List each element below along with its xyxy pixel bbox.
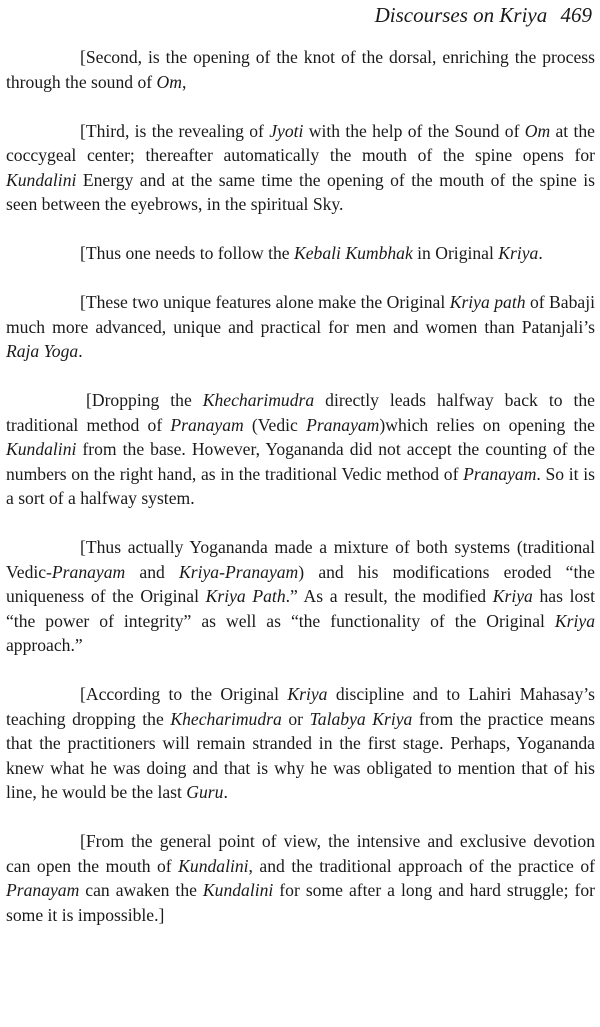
italic-run: Kriya [287,684,328,704]
italic-run: Kebali Kumbhak [294,243,413,263]
text-run: for some after a long and hard struggle; for some it is impossible.] [6,880,595,925]
paragraph [6,388,595,511]
text-run: . [223,782,228,802]
paragraph [6,682,595,805]
text-run: [Third, is the revealing of [80,120,270,141]
italic-run: Kriya [492,586,533,606]
text-run: [Dropping the [86,390,203,410]
page-number: 469 [560,3,592,27]
text-run: [These two unique features alone make the Original [80,292,450,312]
italic-run: Talabya Kriya [309,708,413,729]
paragraph [6,45,595,94]
text-run: from the base. However, Yogananda did not accept the counting of the numbers on the right hand, as in the traditional Vedic method of [6,439,595,484]
text-run: in Original [412,243,499,263]
text-run: or [281,708,310,729]
text-run: [According to the Original [80,684,288,704]
italic-run: Pranayam [6,880,80,900]
italic-run: Kundalini [6,169,77,190]
text-run: with the help of the Sound of [303,120,525,141]
italic-run: Raja Yoga [6,341,79,361]
text-run: discipline and to Lahiri Mahasay’s teaching dropping the [6,684,595,729]
text-run: [Second, is the opening of the knot of the dorsal, enriching the process through the sound of [6,47,595,92]
text-run: at the coccygeal center; thereafter automatically the mouth of the spine opens for [6,120,595,165]
text-run: , [181,71,187,92]
running-header [375,2,592,28]
text-run: of Babaji much more advanced, unique and practical for men and women than Patanjali’s [6,292,595,337]
italic-run: Khecharimudra [170,708,282,729]
italic-run: Jyoti [269,120,304,141]
paragraph [6,119,595,217]
italic-run: Kriya [498,243,539,263]
italic-run: Kundalini [6,439,77,459]
text-run: [Thus one needs to follow the [80,243,295,263]
italic-run: Kriya Path [205,586,286,606]
italic-run: Kundalini [202,880,274,900]
text-run: Energy and at the same time the opening of the mouth of the spine is seen between the eyebrows, in the spiritual Sky. [6,169,595,214]
text-run: approach.” [6,635,83,655]
text-run: and [125,561,180,582]
text-run: ) and his modifications eroded “the uniqueness of the Original [6,561,595,606]
paragraph [6,535,595,658]
text-run: directly leads halfway back to the traditional method of [6,390,595,435]
italic-run: Kriya-Pranayam [179,561,299,582]
page-body [6,45,595,927]
italic-run: Guru [186,782,224,802]
italic-run: Om [524,120,551,141]
book-title: Discourses on Kriya [374,3,548,27]
text-run: . [78,341,83,361]
italic-run: Pranayam [170,414,244,435]
text-run: [From the general point of view, the intensive and exclusive devotion can open the mouth of [6,831,595,876]
italic-run: Pranayam [463,463,537,484]
text-run: from the practice means that the practitioners will remain stranded in the first stage. Perhaps, Yogananda knew what he was doing and that is why he was obligated to mention that of his line, he would be the last [6,708,595,802]
italic-run: Pranayam [306,414,380,435]
italic-run: Om [156,71,182,92]
italic-run: Kriya [554,610,595,631]
paragraph [6,290,595,364]
italic-run: Khecharimudra [202,390,315,410]
text-run: , and the traditional approach of the practice of [248,855,595,876]
text-run: (Vedic [243,414,307,435]
text-run: .” As a result, the modified [285,586,493,606]
text-run: can awaken the [79,880,203,900]
text-run: )which relies on opening the [379,414,595,435]
text-run: . So it is a sort of a halfway system. [6,463,595,508]
text-run: [Thus actually Yogananda made a mixture of both systems (traditional Vedic- [6,537,595,582]
text-run: has lost “the power of integrity” as well as “the functionality of the Original [6,586,596,631]
italic-run: Kundalini [178,855,249,876]
italic-run: Pranayam [51,561,126,582]
paragraph [6,241,595,266]
italic-run: Kriya path [449,292,526,312]
text-run: . [538,243,543,263]
paragraph [6,829,595,927]
